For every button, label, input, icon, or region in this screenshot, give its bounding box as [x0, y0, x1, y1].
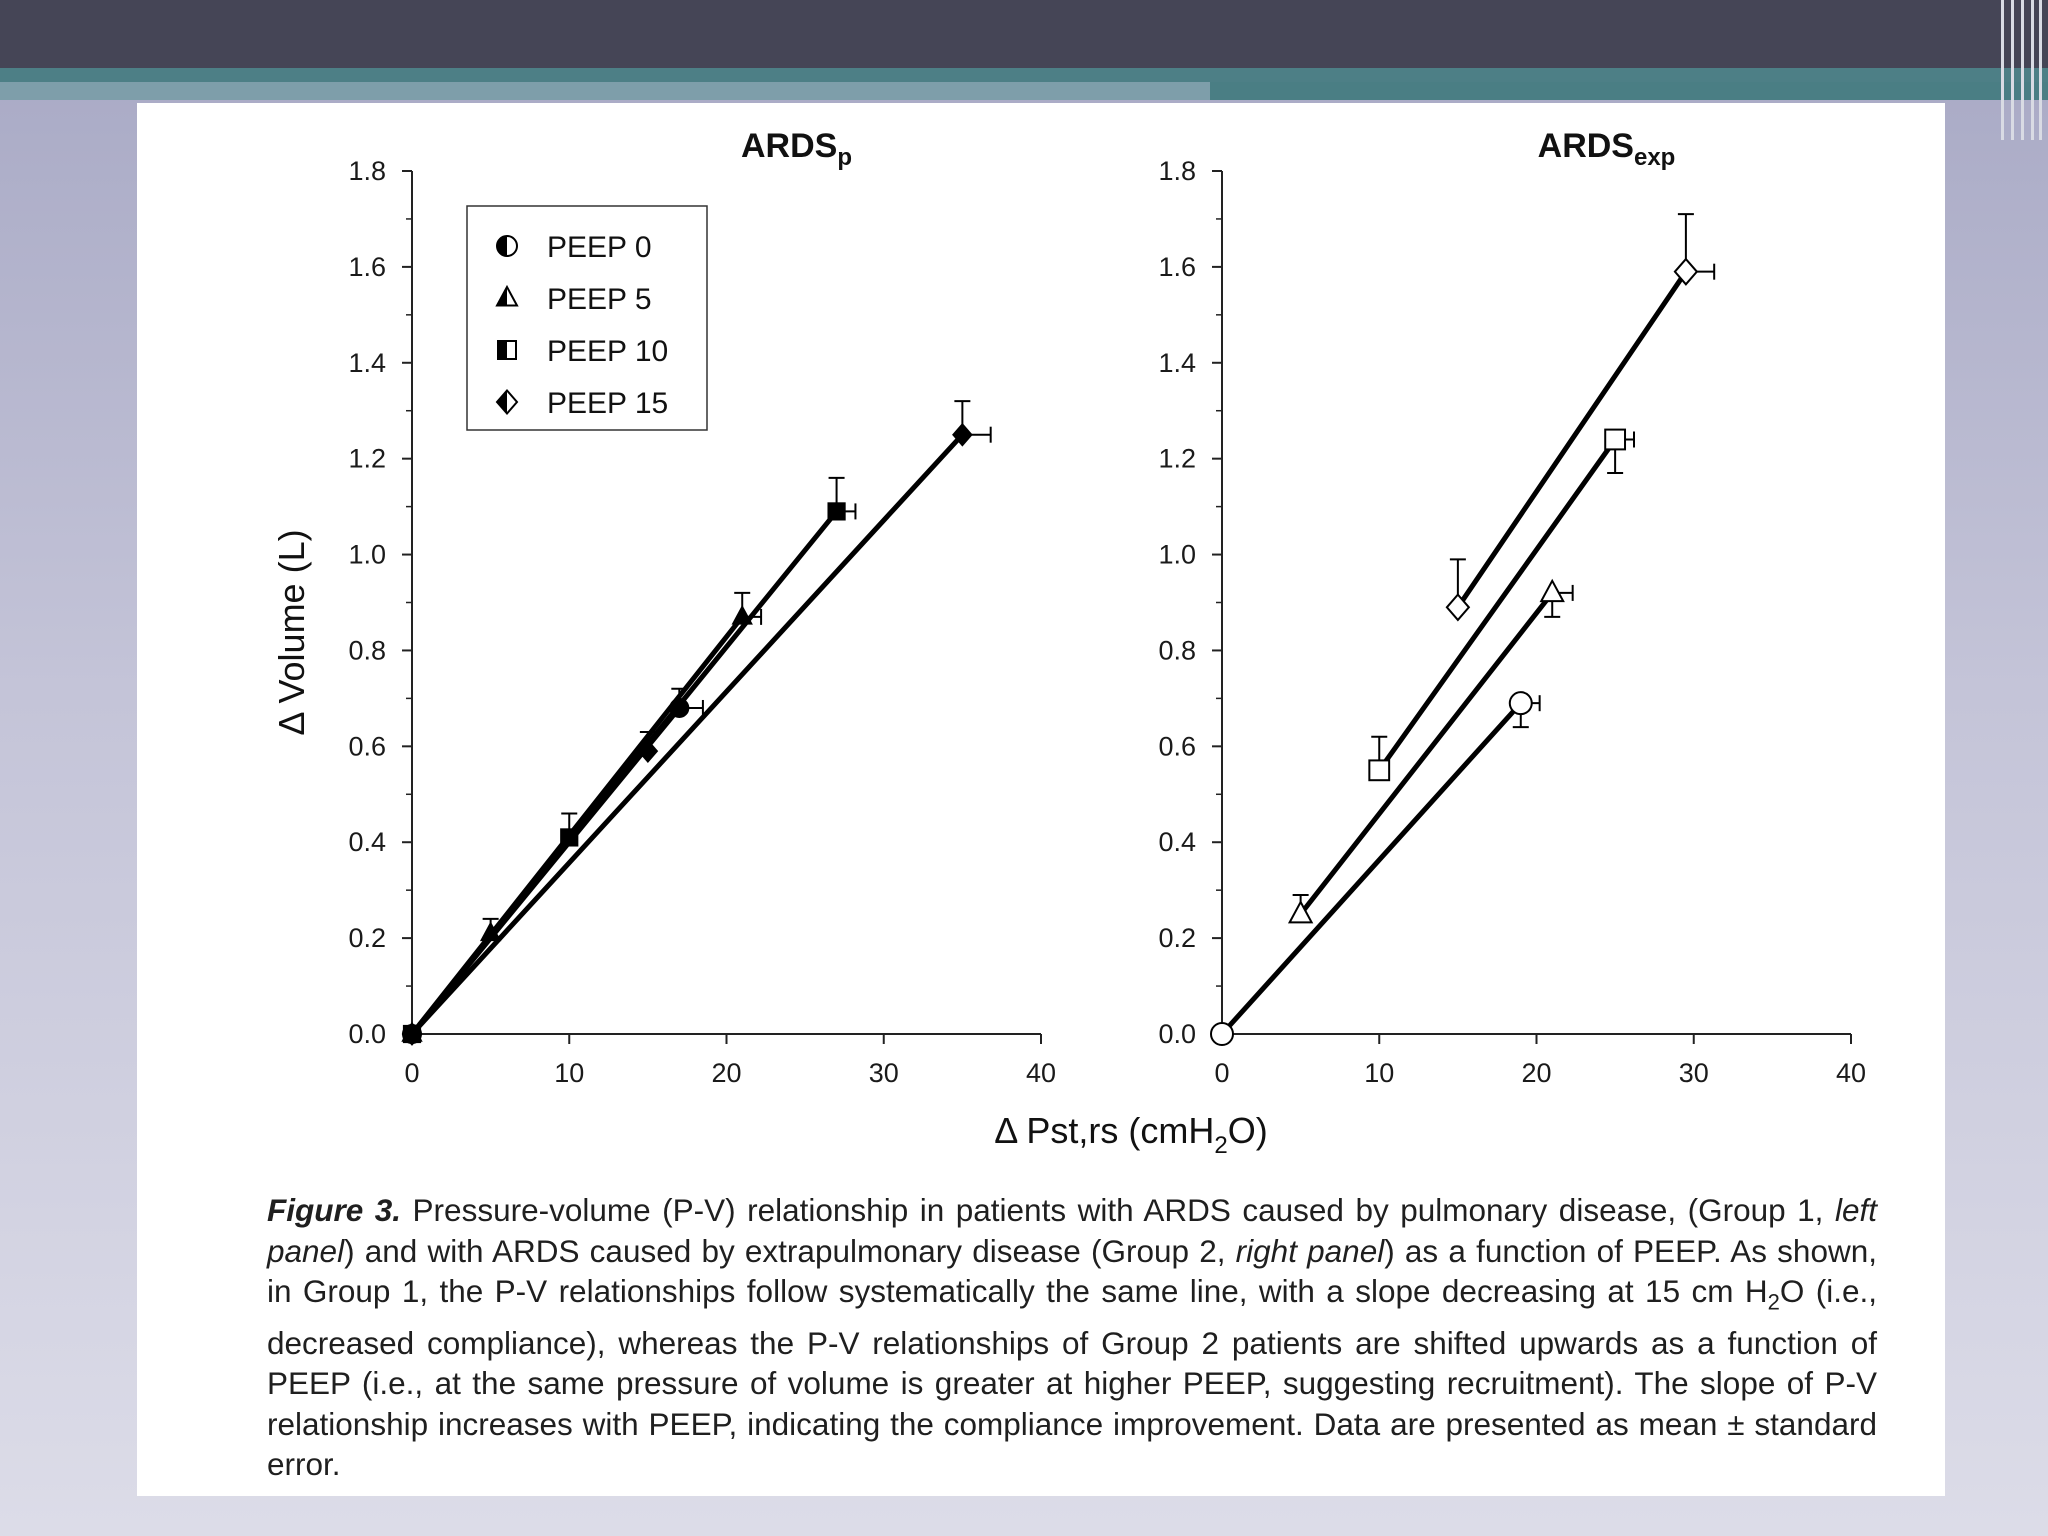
chart-panel-right	[1158, 127, 1866, 1088]
panel-title	[741, 127, 852, 171]
x-tick-label: 10	[1364, 1058, 1395, 1088]
y-tick-label: 1.8	[1158, 156, 1196, 186]
y-tick-label: 0.4	[1158, 827, 1196, 858]
y-tick-label: 1.2	[348, 443, 386, 474]
slide-accent-bar-highlight	[0, 82, 1210, 100]
series-triangle	[1290, 581, 1573, 923]
y-tick-label: 0.0	[1158, 1019, 1196, 1049]
series-diamond	[403, 401, 991, 1044]
figure-panel	[137, 103, 1945, 1496]
y-tick-label: 0.8	[348, 635, 386, 666]
figure-caption	[267, 1190, 1877, 1485]
x-axis-label-subscript: 2	[1214, 1132, 1228, 1159]
legend-label: PEEP 5	[547, 283, 652, 316]
y-tick-label: 1.8	[348, 156, 386, 186]
x-tick-label: 20	[1521, 1058, 1552, 1088]
caption-label: Figure 3.	[267, 1192, 402, 1228]
x-tick-label: 0	[404, 1058, 420, 1088]
panel-title-main: ARDS	[740, 127, 838, 165]
y-tick-label: 1.2	[1158, 443, 1196, 474]
data-point-square	[1369, 760, 1389, 780]
legend-marker	[497, 236, 517, 256]
y-tick-label: 0.2	[1158, 923, 1196, 954]
slide-accent-bar	[0, 68, 2048, 82]
series-diamond	[1447, 214, 1714, 620]
legend-label: PEEP 0	[547, 231, 652, 264]
y-axis-label: Δ Volume (L)	[271, 529, 312, 736]
x-axis-label	[994, 1110, 1267, 1159]
x-axis-label-main: Δ Pst,rs (cmH	[994, 1110, 1215, 1151]
data-point-square	[1605, 430, 1625, 450]
data-point-circle	[1211, 1023, 1233, 1045]
series-line	[412, 435, 962, 1034]
y-tick-label: 0.6	[1158, 731, 1196, 762]
panel-title-subscript: p	[837, 144, 853, 171]
y-tick-label: 1.0	[1158, 539, 1196, 570]
caption-text-3: ) as a function of PEEP. As shown, in Group 1, the P-V relationships follow systematically the same line, with a slope decreasing at 15 cm H	[267, 1232, 1877, 1309]
data-point-square	[828, 503, 844, 519]
x-tick-label: 30	[1678, 1058, 1709, 1088]
x-tick-label: 10	[554, 1058, 585, 1088]
data-point-circle	[1510, 692, 1532, 714]
x-axis-label-suffix: O)	[1227, 1110, 1268, 1151]
slide-decoration	[1988, 0, 2048, 140]
series-triangle	[403, 593, 761, 1041]
series-line	[1458, 272, 1686, 608]
x-tick-label: 0	[1214, 1058, 1230, 1088]
y-tick-label: 0.8	[1158, 635, 1196, 666]
legend-label: PEEP 10	[547, 335, 669, 368]
caption-text-1: Pressure-volume (P-V) relationship in patients with ARDS caused by pulmonary disease, (Group 1,	[412, 1192, 1824, 1228]
caption-italic-left-panel: left panel	[267, 1192, 1877, 1269]
y-tick-label: 1.0	[348, 539, 386, 570]
legend	[467, 206, 707, 430]
x-tick-label: 30	[868, 1058, 899, 1088]
caption-subscript: 2	[1767, 1289, 1780, 1315]
series-line	[412, 511, 837, 1034]
y-tick-label: 0.2	[348, 923, 386, 954]
y-tick-label: 0.4	[348, 827, 386, 858]
chart-svg	[137, 103, 1945, 1183]
series-line	[1379, 439, 1615, 770]
data-point-triangle	[1541, 581, 1563, 601]
panel-title-main: ARDS	[1537, 127, 1634, 165]
y-tick-label: 1.4	[1158, 347, 1196, 378]
y-tick-label: 1.6	[1158, 251, 1196, 282]
panel-title	[1538, 127, 1676, 171]
x-tick-label: 40	[1025, 1058, 1057, 1088]
y-tick-label: 0.0	[348, 1019, 386, 1049]
series-line	[1301, 593, 1553, 914]
caption-italic-right-panel: right panel	[1235, 1232, 1385, 1269]
series-line	[1222, 703, 1521, 1034]
x-tick-label: 40	[1835, 1058, 1867, 1088]
slide-header-bar	[0, 0, 2048, 68]
y-tick-label: 0.6	[348, 731, 386, 762]
data-point-square	[561, 829, 577, 845]
y-tick-label: 1.4	[348, 347, 386, 378]
series-circle	[1211, 692, 1540, 1045]
panel-title-subscript: exp	[1633, 144, 1676, 171]
chart-panel-left	[271, 127, 1056, 1088]
legend-label: PEEP 15	[547, 387, 669, 420]
caption-text-2: ) and with ARDS caused by extrapulmonary disease (Group 2,	[344, 1232, 1226, 1269]
legend-marker	[498, 341, 516, 359]
caption-text-4: O (i.e., decreased compliance), whereas the P-V relationships of Group 2 patients are shifted upwards as a function of PEEP (i.e., at the same pressure of volume is greater at higher PEEP, suggesting recruitment). The slope of P-V relationship increases with PEEP, indicating the compliance improvement. Data are presented as mean ± standard error.	[267, 1273, 1878, 1483]
y-tick-label: 1.6	[348, 251, 386, 282]
x-tick-label: 20	[711, 1058, 742, 1088]
